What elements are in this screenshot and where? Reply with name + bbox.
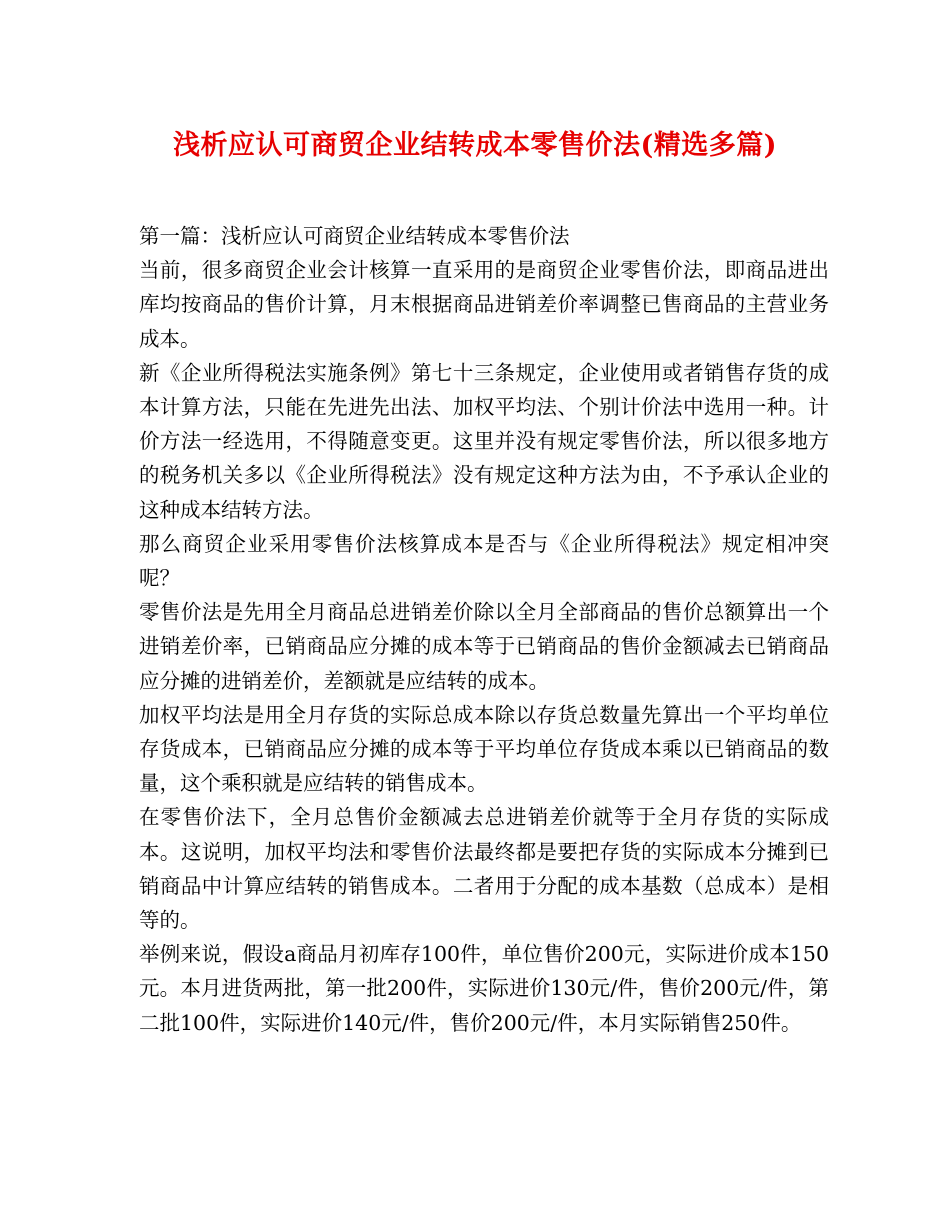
paragraph: 举例来说，假设a商品月初库存100件，单位售价200元，实际进价成本150元。本月进货两批，第一批200件，实际进价130元/件，售价200元/件，第二批100件，实际进价140元/件，售价200元/件，本月实际销售250件。 — [139, 942, 829, 1035]
document-title: 浅析应认可商贸企业结转成本零售价法(精选多篇) — [172, 130, 778, 161]
paragraph: 当前，很多商贸企业会计核算一直采用的是商贸企业零售价法，即商品进出库均按商品的售价计算，月末根据商品进销差价率调整已售商品的主营业务成本。 — [139, 258, 829, 351]
paragraph: 加权平均法是用全月存货的实际总成本除以存货总数量先算出一个平均单位存货成本，已销商品应分摊的成本等于平均单位存货成本乘以已销商品的数量，这个乘积就是应结转的销售成本。 — [139, 702, 829, 796]
paragraph: 那么商贸企业采用零售价法核算成本是否与《企业所得税法》规定相冲突呢？ — [139, 531, 829, 591]
paragraph: 在零售价法下，全月总售价金额减去总进销差价就等于全月存货的实际成本。这说明，加权平均法和零售价法最终都是要把存货的实际成本分摊到已销商品中计算应结转的销售成本。二者用于分配的成本基数（总成本）是相等的。 — [139, 805, 829, 933]
document-body — [139, 219, 829, 1040]
paragraph: 零售价法是先用全月商品总进销差价除以全月全部商品的售价总额算出一个进销差价率，已销商品应分摊的成本等于已销商品的售价金额减去已销商品应分摊的进销差价，差额就是应结转的成本。 — [139, 600, 829, 693]
paragraph: 新《企业所得税法实施条例》第七十三条规定，企业使用或者销售存货的成本计算方法，只能在先进先出法、加权平均法、个别计价法中选用一种。计价方法一经选用，不得随意变更。这里并没有规定零售价法，所以很多地方的税务机关多以《企业所得税法》没有规定这种方法为由，不予承认企业的这种成本结转方法。 — [139, 360, 829, 522]
paragraph: 第一篇：浅析应认可商贸企业结转成本零售价法 — [139, 224, 570, 248]
